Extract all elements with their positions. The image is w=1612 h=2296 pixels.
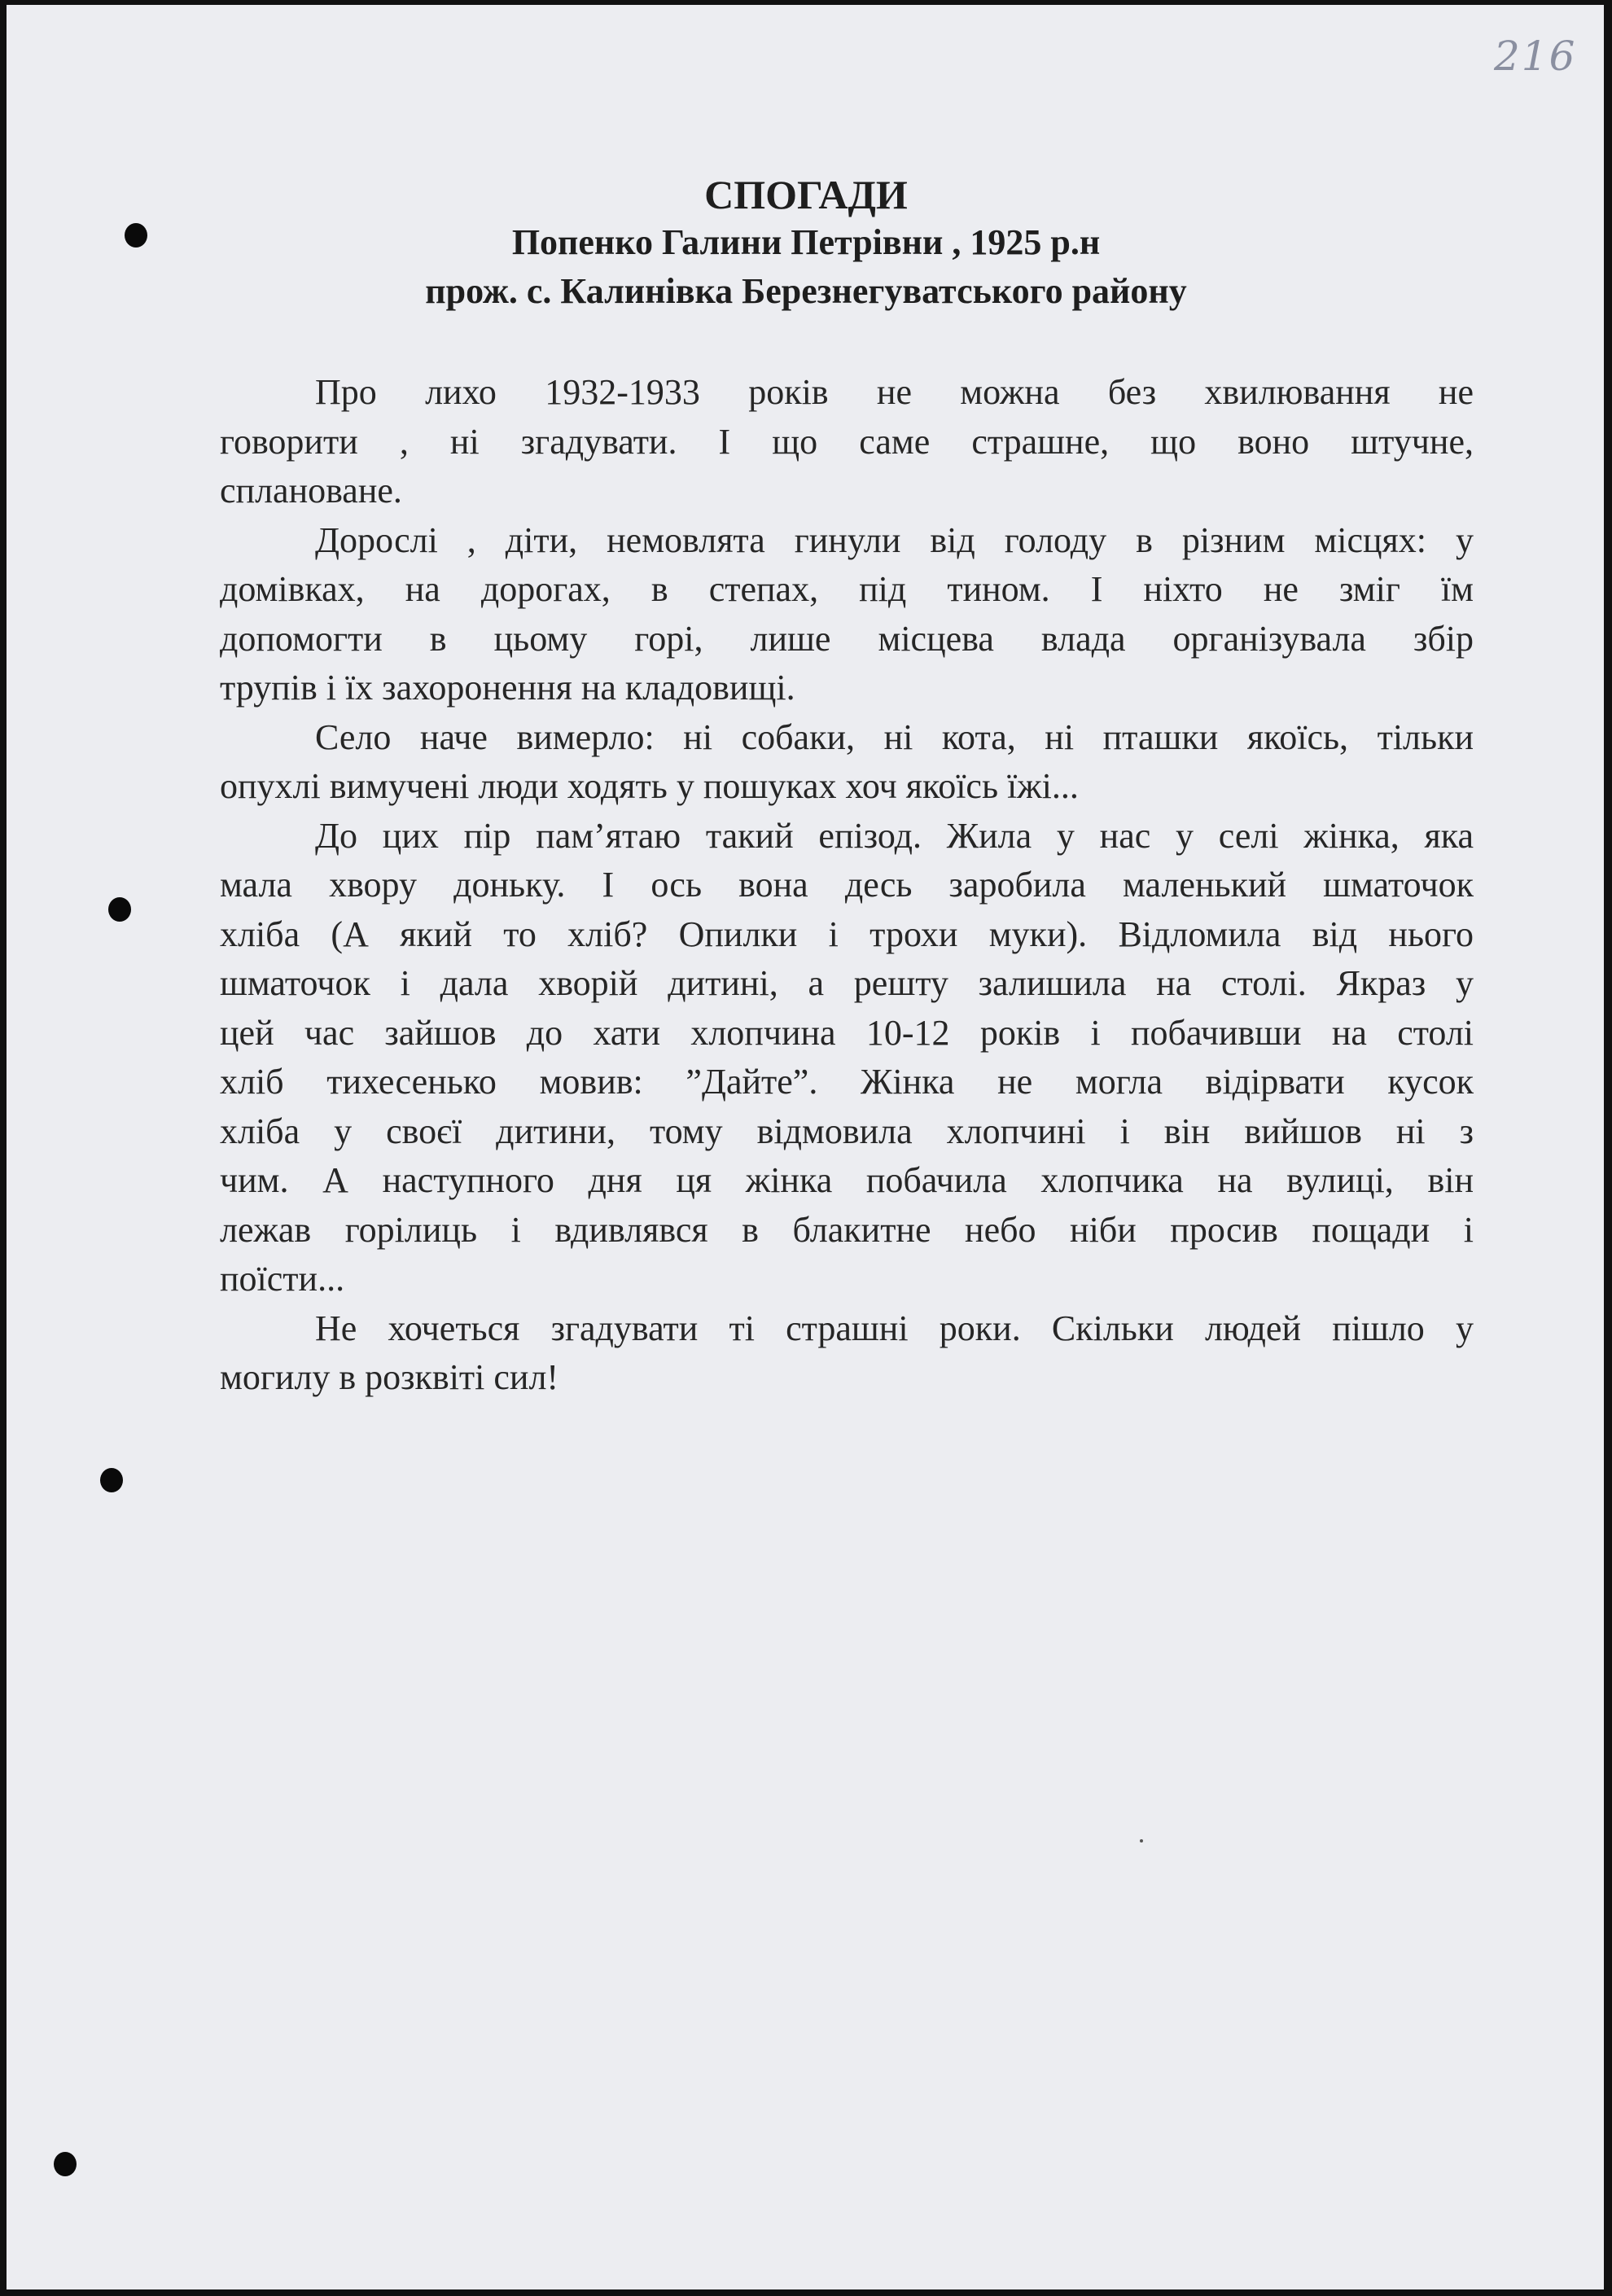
paragraph (220, 713, 1474, 812)
punch-hole (100, 1468, 123, 1492)
text-line: лежав горілиць і вдивлявся в блакитне небо ніби просив пощади і (220, 1209, 1474, 1250)
paragraph (220, 1304, 1474, 1403)
text-line: сплановане. (220, 471, 402, 510)
text-line: цей час зайшов до хати хлопчина 10-12 років і побачивши на столі (220, 1012, 1474, 1053)
text-line: До цих пір пам’ятаю такий епізод. Жила у нас у селі жінка, яка (315, 815, 1474, 856)
text-line: хліба (А який то хліб? Опилки і трохи муки). Відломила від нього (220, 914, 1474, 954)
text-line: хліб тихесенько мовив: ”Дайте”. Жінка не могла відірвати кусок (220, 1062, 1474, 1102)
author-line: Попенко Галини Петрівни , 1925 р.н (511, 222, 1101, 262)
text-line: могилу в розквіті сил! (220, 1357, 559, 1397)
paragraph (220, 368, 1474, 516)
speck (1140, 1839, 1143, 1842)
text-line: шматочок і дала хворій дитині, а решту залишила на столі. Якраз у (220, 963, 1474, 1003)
text-line: хліба у своєї дитини, тому відмовила хлопчині і він вийшов ні з (220, 1111, 1474, 1151)
text-line: Село наче вимерло: ні собаки, ні кота, ні пташки якоїсь, тільки (315, 716, 1474, 757)
document-body (220, 368, 1474, 1403)
punch-hole (54, 2152, 77, 2176)
handwritten-page-number: 216 (1494, 33, 1577, 80)
paragraph (220, 516, 1474, 713)
punch-hole (108, 897, 131, 922)
text-line: мала хвору доньку. І ось вона десь заробила маленький шматочок (220, 865, 1474, 905)
text-line: опухлі вимучені люди ходять у пошуках хоч якоїсь їжі... (220, 766, 1079, 806)
text-line: чим. А наступного дня ця жінка побачила хлопчика на вулиці, він (220, 1160, 1474, 1200)
text-line: Дорослі , діти, немовлята гинули від голоду в різним місцях: у (315, 519, 1474, 560)
paragraph (220, 812, 1474, 1304)
text-line: говорити , ні згадувати. І що саме страшне, що воно штучне, (220, 421, 1474, 462)
text-line: поїсти... (220, 1259, 345, 1299)
text-line: домівках, на дорогах, в степах, під тином. І ніхто не зміг їм (220, 569, 1474, 609)
text-line: Не хочеться згадувати ті страшні роки. Скільки людей пішло у (315, 1308, 1474, 1348)
residence-line: прож. с. Калинівка Березнегуватського району (425, 271, 1187, 311)
text-line: трупів і їх захоронення на кладовищі. (220, 668, 795, 708)
text-line: допомогти в цьому горі, лише місцева влада організувала збір (220, 618, 1474, 659)
document-title: СПОГАДИ (704, 172, 908, 217)
text-line: Про лихо 1932-1933 років не можна без хвилювання не (315, 372, 1474, 412)
